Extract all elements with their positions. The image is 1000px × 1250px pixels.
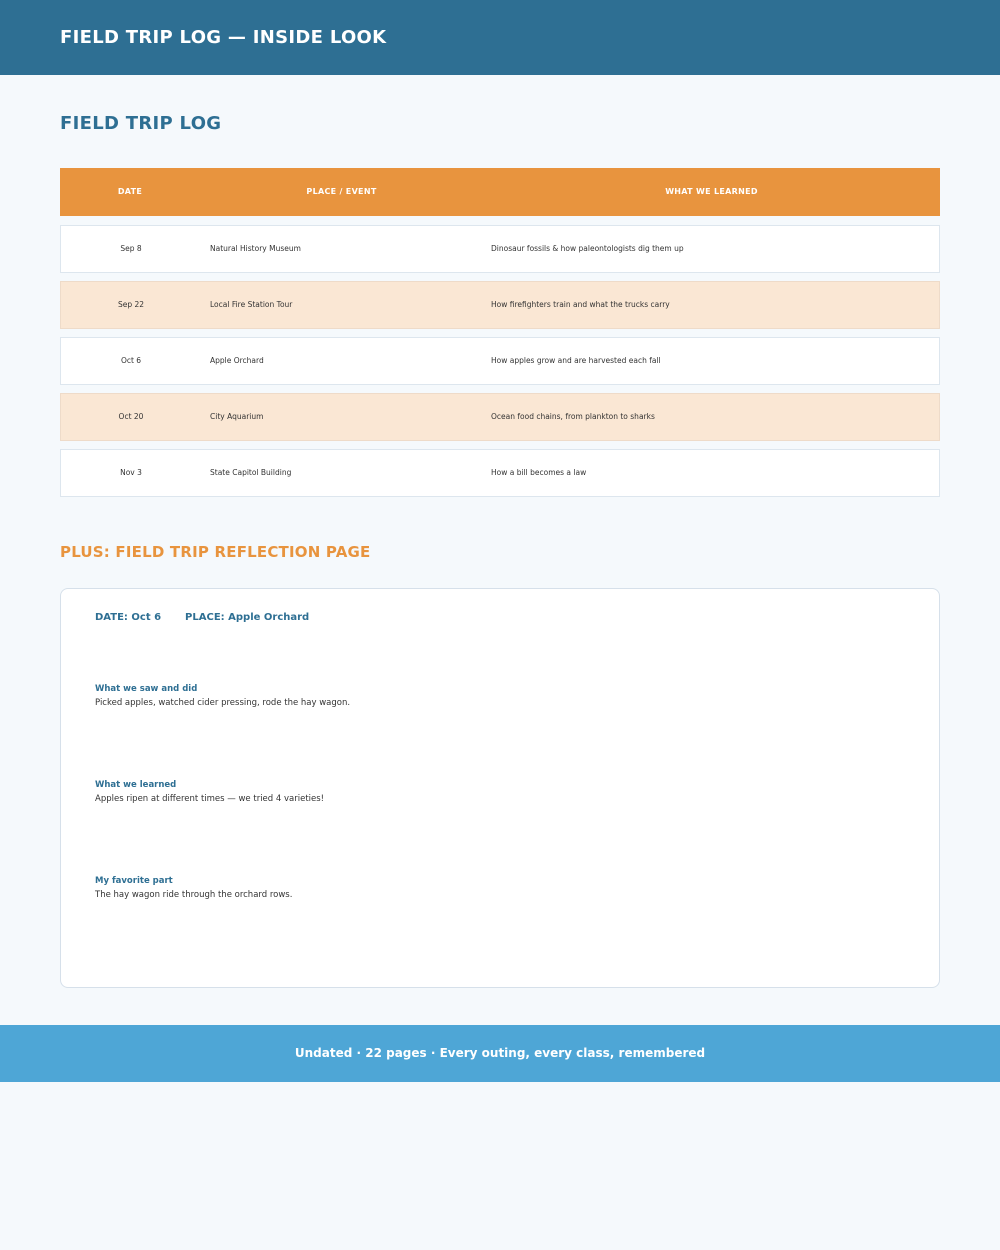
row-place: Natural History Museum <box>210 244 301 253</box>
row-date: Sep 22 <box>117 300 145 309</box>
reflection-section-title: PLUS: FIELD TRIP REFLECTION PAGE <box>60 543 371 561</box>
table-row <box>60 281 940 329</box>
row-date: Oct 6 <box>120 356 142 365</box>
reflection-place: PLACE: Apple Orchard <box>185 612 310 623</box>
table-row <box>60 337 940 385</box>
footer-banner <box>0 1025 1000 1082</box>
section-label-saw-and-did: What we saw and did <box>95 684 198 694</box>
row-place: Local Fire Station Tour <box>210 300 293 309</box>
row-learned: How firefighters train and what the trucks carry <box>491 300 670 309</box>
column-header-learned: WHAT WE LEARNED <box>665 187 758 196</box>
log-table-header <box>60 168 940 216</box>
section-label-learned: What we learned <box>95 780 177 790</box>
table-row <box>60 393 940 441</box>
reflection-meta <box>95 612 309 623</box>
column-header-date: DATE <box>117 187 143 196</box>
row-learned: Ocean food chains, from plankton to sharks <box>491 412 655 421</box>
row-learned: How apples grow and are harvested each fall <box>491 356 661 365</box>
reflection-page-card <box>60 588 940 988</box>
table-row <box>60 449 940 497</box>
reflection-date: DATE: Oct 6 <box>95 612 162 623</box>
section-text-learned: Apples ripen at different times — we tried 4 varieties! <box>95 794 325 804</box>
row-learned: How a bill becomes a law <box>491 468 587 477</box>
log-title: FIELD TRIP LOG <box>60 113 222 134</box>
section-label-favorite-part: My favorite part <box>95 876 173 886</box>
row-place: City Aquarium <box>210 412 264 421</box>
column-header-place: PLACE / EVENT <box>306 187 377 196</box>
top-banner <box>0 0 1000 75</box>
row-place: Apple Orchard <box>210 356 264 365</box>
row-date: Oct 20 <box>118 412 144 421</box>
banner-title: FIELD TRIP LOG — INSIDE LOOK <box>60 27 387 48</box>
row-date: Sep 8 <box>120 244 142 253</box>
section-text-saw-and-did: Picked apples, watched cider pressing, rode the hay wagon. <box>95 698 351 708</box>
table-row <box>60 225 940 273</box>
footer-text: Undated · 22 pages · Every outing, every class, remembered <box>294 1046 706 1060</box>
row-learned: Dinosaur fossils & how paleontologists dig them up <box>491 244 684 253</box>
row-date: Nov 3 <box>120 468 142 477</box>
row-place: State Capitol Building <box>210 468 292 477</box>
section-text-favorite-part: The hay wagon ride through the orchard rows. <box>95 890 293 900</box>
